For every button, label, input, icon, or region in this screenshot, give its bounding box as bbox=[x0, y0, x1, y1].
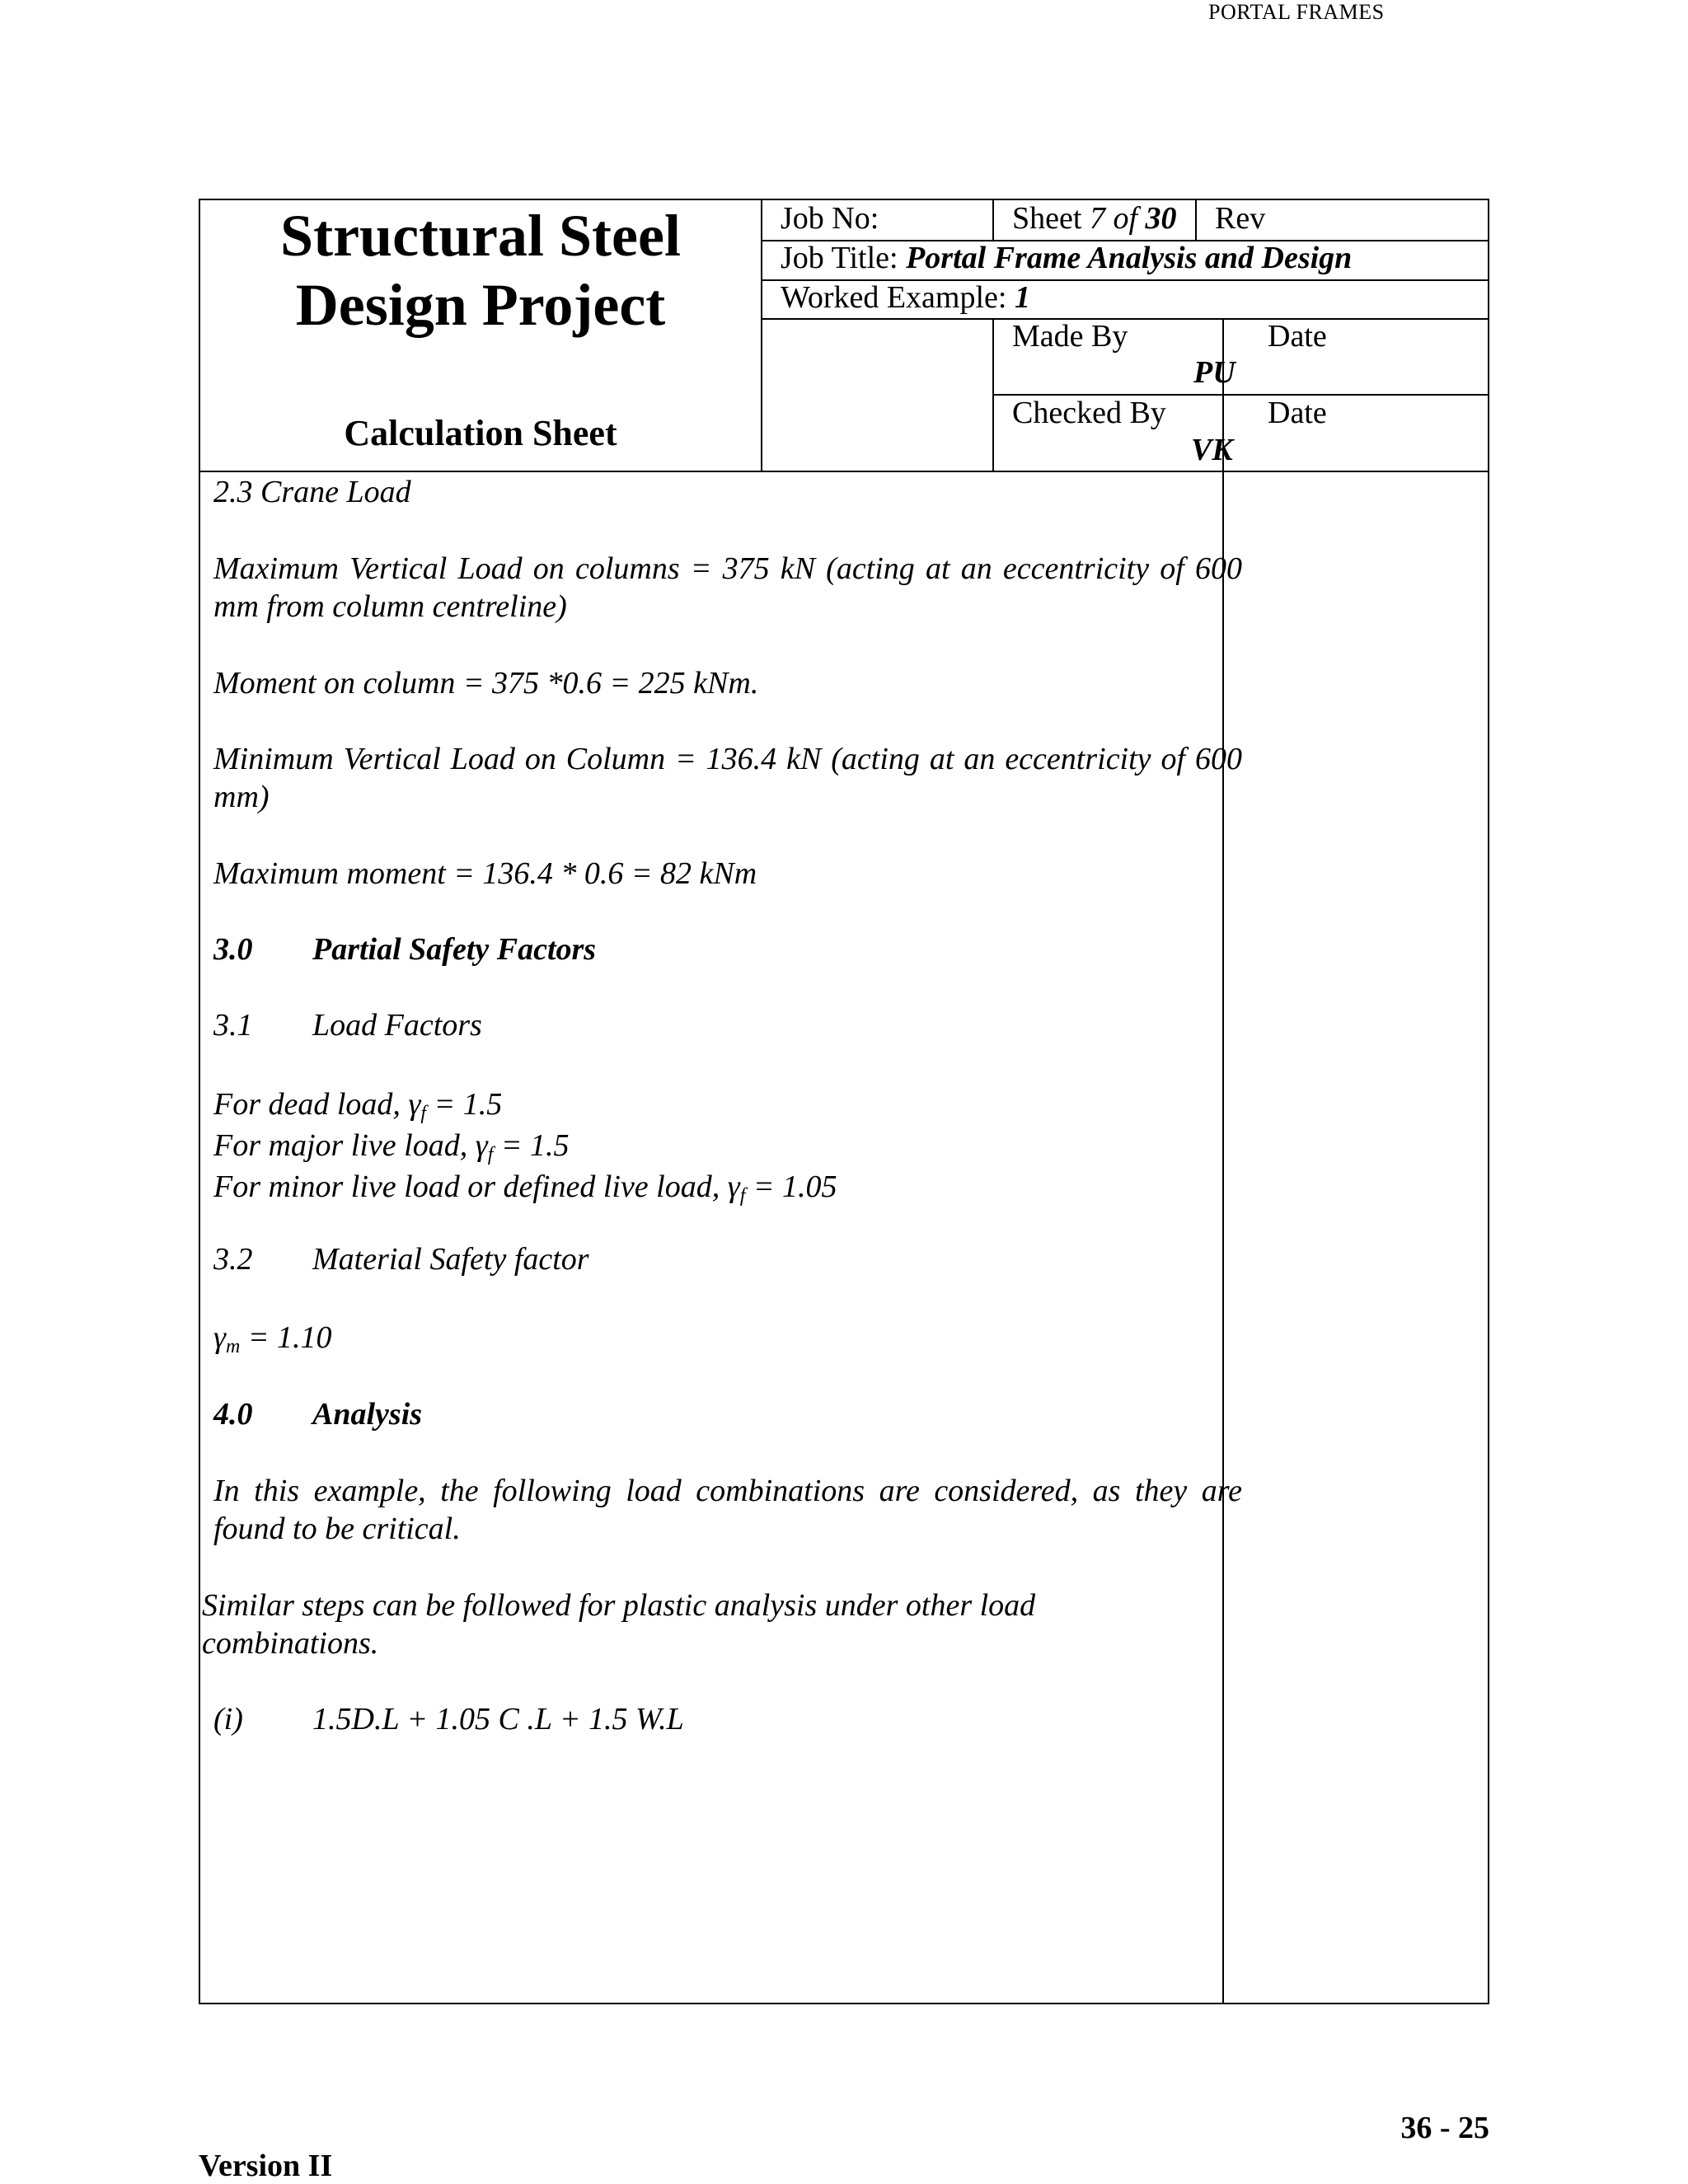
moment-on-column-text: Moment on column = 375 *0.6 = 225 kNm. bbox=[213, 666, 759, 701]
section-title-3-2: Material Safety factor bbox=[312, 1242, 589, 1277]
calculation-sheet-label: Calculation Sheet bbox=[344, 413, 617, 453]
dead-load-factor: For dead load, $\gamma_f = 1.5$ bbox=[213, 1087, 503, 1124]
date-label-2: Date bbox=[1268, 396, 1327, 430]
sheet-no: 7 bbox=[1089, 201, 1105, 236]
similar-steps-paragraph: Similar steps can be followed for plastic analysis under other load combinations. bbox=[202, 1588, 1036, 1661]
load-combination-1 bbox=[213, 1700, 684, 1738]
gamma-m-value: $\gamma_m = 1.10$ bbox=[213, 1320, 332, 1357]
made-by-label: Made By bbox=[1012, 319, 1128, 354]
analysis-paragraph: In this example, the following load combinations are considered, as they are found to be critical. bbox=[213, 1474, 1242, 1546]
worked-example bbox=[781, 279, 1030, 316]
max-moment-text: Maximum moment = 136.4 * 0.6 = 82 kNm bbox=[213, 856, 757, 891]
load-factors-heading bbox=[213, 1006, 482, 1044]
job-title-label: Job Title: bbox=[781, 241, 898, 275]
running-head: PORTAL FRAMES bbox=[1208, 0, 1385, 24]
worked-example-value: 1 bbox=[1014, 280, 1030, 315]
section-number-4-0: 4.0 bbox=[213, 1397, 253, 1432]
analysis-heading bbox=[213, 1395, 422, 1433]
checked-by-label: Checked By bbox=[1012, 396, 1166, 430]
crane-load-heading: 2.3 Crane Load bbox=[213, 475, 411, 509]
section-number-3-2: 3.2 bbox=[213, 1242, 253, 1277]
partial-safety-factors-heading bbox=[213, 930, 596, 968]
section-title-3-0: Partial Safety Factors bbox=[312, 932, 597, 967]
project-title-line1: Structural Steel bbox=[280, 203, 681, 269]
project-title bbox=[200, 201, 761, 340]
major-live-load-factor: For major live load, $\gamma_f = 1.5$ bbox=[213, 1128, 570, 1165]
project-title-line2: Design Project bbox=[295, 272, 666, 338]
version-label: Version II bbox=[199, 2149, 333, 2183]
section-number-3-1: 3.1 bbox=[213, 1008, 253, 1043]
sheet-number bbox=[1012, 200, 1177, 237]
date-label-1: Date bbox=[1268, 319, 1327, 354]
made-by-value: PU bbox=[1193, 355, 1236, 390]
checked-by-value: VK bbox=[1191, 433, 1233, 467]
page-number: 36 - 25 bbox=[1400, 2111, 1489, 2145]
combination-number: (i) bbox=[213, 1702, 243, 1736]
sheet-total: 30 bbox=[1145, 201, 1177, 236]
min-vertical-load-text: Minimum Vertical Load on Column = 136.4 kN (acting at an eccentricity of 600 mm) bbox=[213, 742, 1242, 814]
minor-live-load-factor: For minor live load or defined live load, $\gamma_f = 1.05$ bbox=[213, 1169, 837, 1207]
section-title-4-0: Analysis bbox=[312, 1397, 423, 1432]
sheet-of: of bbox=[1113, 201, 1137, 236]
material-safety-factor-heading bbox=[213, 1240, 589, 1278]
load-factor-list bbox=[213, 1084, 837, 1207]
job-title bbox=[781, 240, 1352, 276]
rev-label: Rev bbox=[1215, 201, 1266, 236]
max-vertical-load-text: Maximum Vertical Load on columns = 375 kN (acting at an eccentricity of 600 mm from column centreline) bbox=[213, 551, 1242, 624]
section-number-3-0: 3.0 bbox=[213, 932, 253, 967]
sheet-label: Sheet bbox=[1012, 201, 1082, 236]
job-title-value: Portal Frame Analysis and Design bbox=[906, 241, 1353, 275]
header-divider-sheet-rev bbox=[1195, 200, 1197, 240]
header-bottom-rule bbox=[200, 471, 1489, 472]
section-title-3-1: Load Factors bbox=[312, 1008, 482, 1043]
worked-example-label: Worked Example: bbox=[781, 280, 1007, 315]
job-no-label: Job No: bbox=[781, 201, 879, 236]
combination-formula: 1.5D.L + 1.05 C .L + 1.5 W.L bbox=[312, 1702, 684, 1736]
header-divider-mid bbox=[992, 200, 994, 240]
